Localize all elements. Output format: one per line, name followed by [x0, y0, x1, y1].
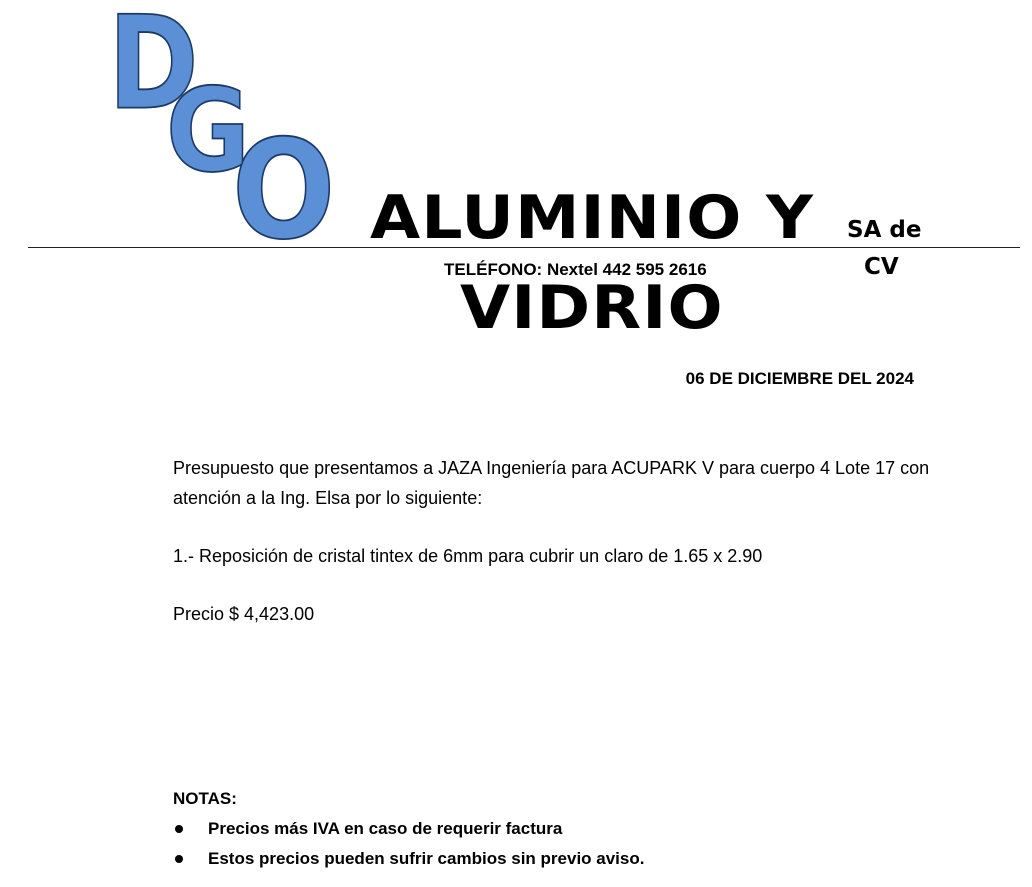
company-name-line2: VIDRIO [460, 273, 724, 343]
company-suffix-line2: CV [864, 254, 899, 280]
company-phone: TELÉFONO: Nextel 442 595 2616 [444, 260, 707, 279]
logo-letter-d: D [108, 0, 199, 139]
bullet-icon [175, 855, 183, 863]
bullet-icon [175, 825, 183, 833]
list-item [173, 847, 644, 877]
notes-list [173, 817, 644, 877]
note-text: Estos precios pueden sufrir cambios sin previo aviso. [208, 849, 645, 868]
header-divider [28, 247, 1020, 248]
company-name-line1: ALUMINIO Y [370, 183, 815, 253]
list-item [173, 817, 644, 847]
quote-price: Precio $ 4,423.00 [173, 604, 315, 624]
logo-letter-o: O [232, 110, 336, 270]
logo-letter-g: G [166, 64, 251, 199]
company-suffix-line1: SA de [847, 217, 922, 243]
quote-item: 1.- Reposición de cristal tintex de 6mm para cubrir un claro de 1.65 x 2.90 [173, 546, 763, 566]
document-date: 06 DE DICIEMBRE DEL 2024 [685, 369, 914, 388]
note-text: Precios más IVA en caso de requerir factura [208, 819, 563, 838]
notes-title: NOTAS: [173, 789, 237, 808]
quote-intro: Presupuesto que presentamos a JAZA Ingeniería para ACUPARK V para cuerpo 4 Lote 17 con atención a la Ing. Elsa por lo siguiente: [173, 458, 930, 508]
